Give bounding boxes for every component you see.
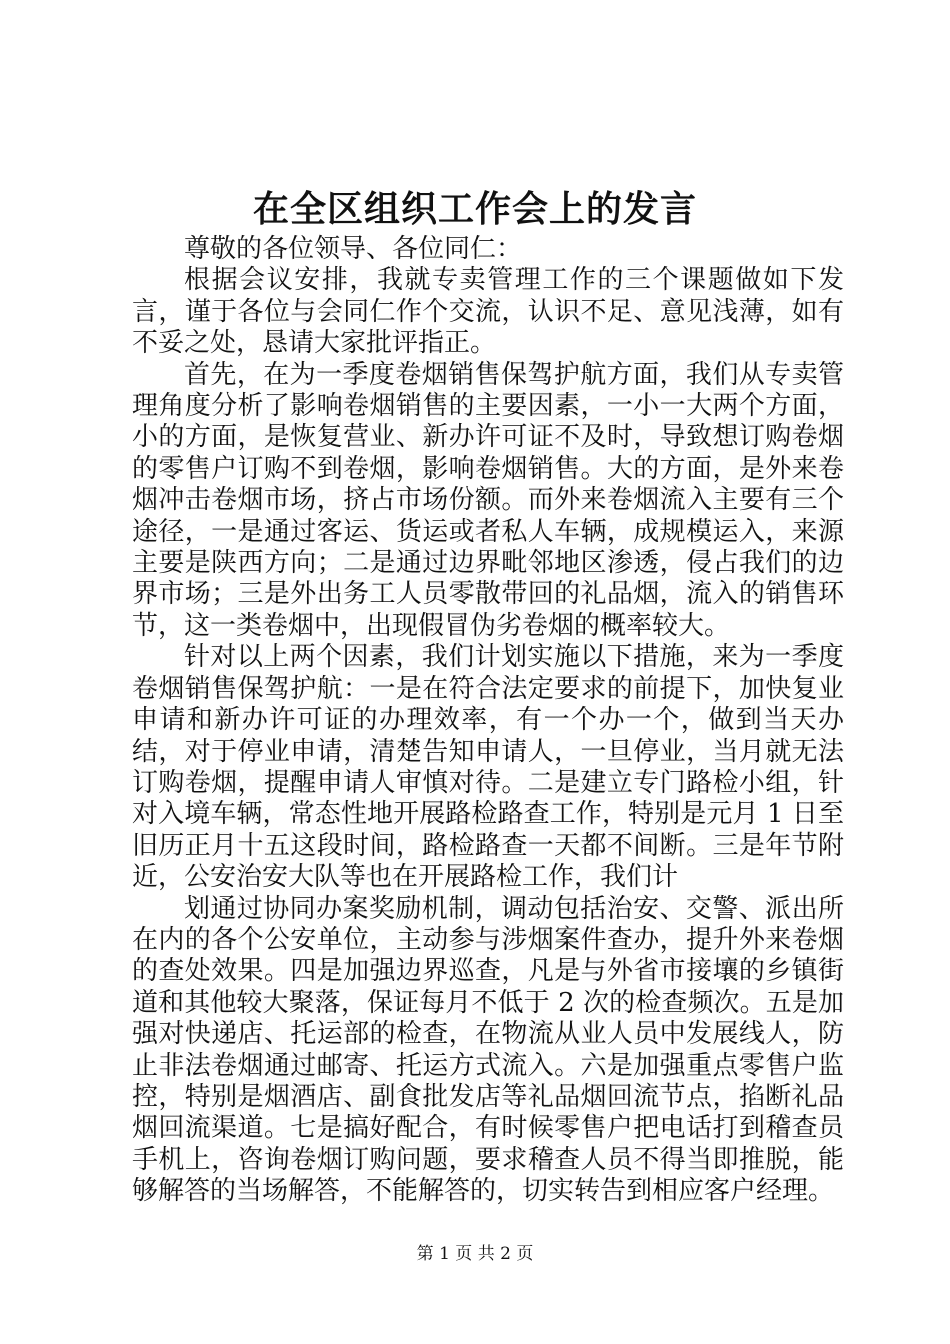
document-body <box>132 234 844 1208</box>
intro-paragraph: 根据会议安排，我就专卖管理工作的三个课题做如下发言，谨于各位与会同仁作个交流，认识不足、意见浅薄，如有不妥之处，恳请大家批评指正。 <box>132 265 844 359</box>
page-number-footer: 第 1 页 共 2 页 <box>416 1244 534 1264</box>
measures-paragraph: 针对以上两个因素，我们计划实施以下措施，来为一季度卷烟销售保驾护航：一是在符合法定要求的前提下，加快复业申请和新办许可证的办理效率，有一个办一个，做到当天办结，对于停业申请，清楚告知申请人，一旦停业，当月就无法订购卷烟，提醒申请人审慎对待。二是建立专门路检小组，针对入境车辆，常态性地开展路检路查工作，特别是元月 1 日至旧历正月十五这段时间，路检路查一天都不间断。三是年节附近，公安治安大队等也在开展路检工作，我们计 <box>132 642 844 893</box>
measures-continued-paragraph: 划通过协同办案奖励机制，调动包括治安、交警、派出所在内的各个公安单位，主动参与涉烟案件查办，提升外来卷烟的查处效果。四是加强边界巡查，凡是与外省市接壤的乡镇街道和其他较大聚落，保证每月不低于 2 次的检查频次。五是加强对快递店、托运部的检查，在物流从业人员中发展线人，防止非法卷烟通过邮寄、托运方式流入。六是加强重点零售户监控，特别是烟酒店、副食批发店等礼品烟回流节点，掐断礼品烟回流渠道。七是搞好配合，有时候零售户把电话打到稽查员手机上，咨询卷烟订购问题，要求稽查人员不得当即推脱，能够解答的当场解答，不能解答的，切实转告到相应客户经理。 <box>132 893 844 1207</box>
salutation-paragraph: 尊敬的各位领导、各位同仁： <box>184 234 523 264</box>
document-title: 在全区组织工作会上的发言 <box>252 188 697 230</box>
analysis-paragraph: 首先，在为一季度卷烟销售保驾护航方面，我们从专卖管理角度分析了影响卷烟销售的主要因素，一小一大两个方面，小的方面，是恢复营业、新办许可证不及时，导致想订购卷烟的零售户订购不到卷烟，影响卷烟销售。大的方面，是外来卷烟冲击卷烟市场，挤占市场份额。而外来卷烟流入主要有三个途径，一是通过客运、货运或者私人车辆，成规模运入，来源主要是陕西方向；二是通过边界毗邻地区渗透，侵占我们的边界市场；三是外出务工人员零散带回的礼品烟，流入的销售环节，这一类卷烟中，出现假冒伪劣卷烟的概率较大。 <box>132 359 844 641</box>
